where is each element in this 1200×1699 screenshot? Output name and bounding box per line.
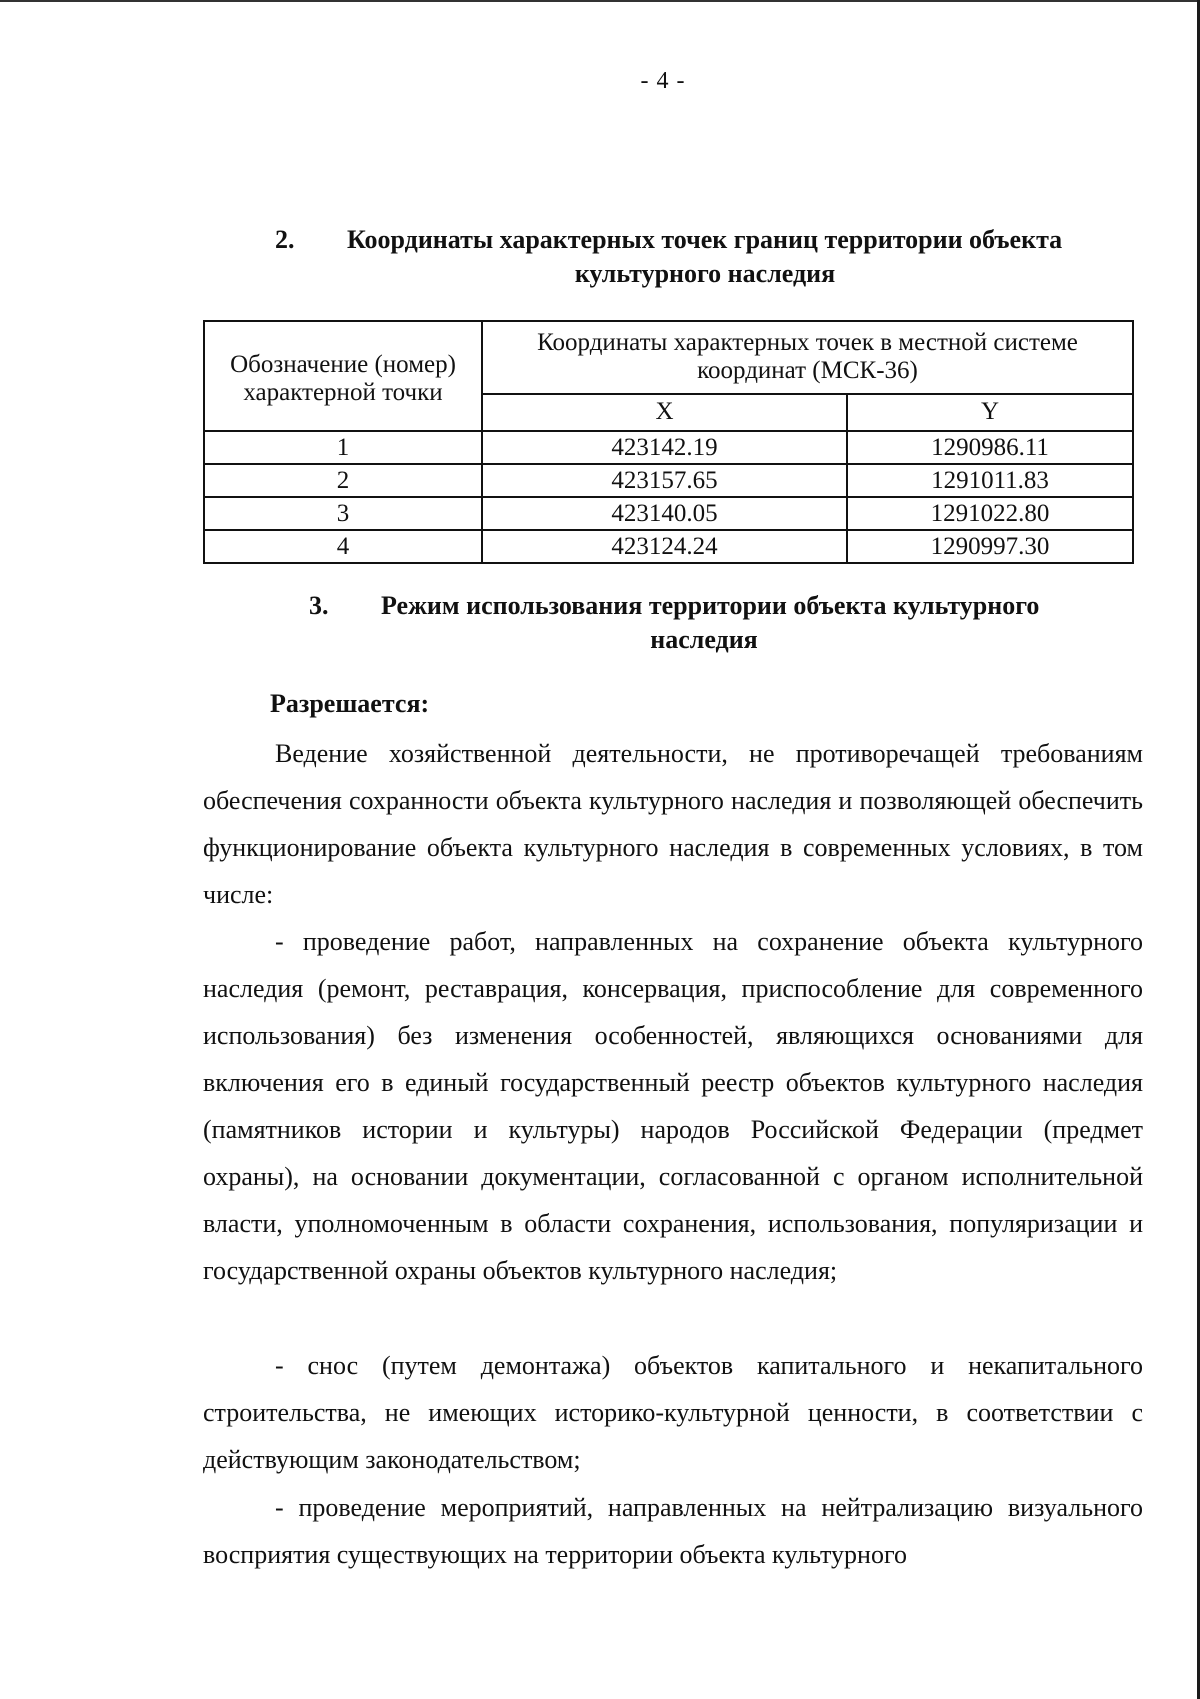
row-y: 1291022.80 (847, 497, 1133, 530)
table-row (204, 431, 1133, 464)
section-3-number: 3. (309, 591, 329, 620)
section-2-number: 2. (275, 225, 295, 254)
section-3-title-line1: Режим использования территории объекта культурного (381, 591, 1040, 620)
paragraph-2: - проведение работ, направленных на сохранение объекта культурного наследия (ремонт, реставрация, консервация, приспособление для современного использования) без изменения особенностей, являющихся основаниями для включения его в единый государственный реестр объектов культурного наследия (памятников истории и культуры) народов Российской Федерации (предмет охраны), на основании документации, согласованной с органом исполнительной власти, уполномоченным в области сохранения, использования, популяризации и государственной охраны объектов культурного наследия; (203, 927, 1143, 1285)
table-header-x: X (482, 394, 847, 431)
row-x: 423142.19 (482, 431, 847, 464)
row-y: 1290986.11 (847, 431, 1133, 464)
page-number: - 4 - (640, 68, 686, 94)
row-y: 1291011.83 (847, 464, 1133, 497)
paragraph-1: Ведение хозяйственной деятельности, не противоречащей требованиям обеспечения сохранности объекта культурного наследия и позволяющей обеспечить функционирование объекта культурного наследия в современных условиях, в том числе: (203, 739, 1143, 909)
table-row (204, 530, 1133, 563)
row-point: 1 (204, 431, 482, 464)
row-x: 423124.24 (482, 530, 847, 563)
scan-top-edge (0, 0, 1200, 2)
row-point: 3 (204, 497, 482, 530)
section-2-title-line1: Координаты характерных точек границ территории объекта (347, 225, 1063, 254)
row-x: 423157.65 (482, 464, 847, 497)
table-header-point: Обозначение (номер) характерной точки (204, 321, 482, 431)
table-row (204, 464, 1133, 497)
section-3-title-line2: наследия (650, 625, 758, 654)
row-point: 4 (204, 530, 482, 563)
section-3-heading (309, 589, 1099, 659)
table-header-y: Y (847, 394, 1133, 431)
row-y: 1290997.30 (847, 530, 1133, 563)
table-header-coords: Координаты характерных точек в местной системе координат (МСК-36) (482, 321, 1133, 394)
row-point: 2 (204, 464, 482, 497)
allowed-label: Разрешается: (270, 689, 430, 718)
table-row (204, 497, 1133, 530)
row-x: 423140.05 (482, 497, 847, 530)
paragraph-4: - проведение мероприятий, направленных на нейтрализацию визуального восприятия существующих на территории объекта культурного (203, 1493, 1143, 1569)
section-2-heading (275, 223, 1135, 293)
paragraph-3: - снос (путем демонтажа) объектов капитального и некапитального строительства, не имеющих историко-культурной ценности, в соответствии с действующим законодательством; (203, 1351, 1143, 1474)
section-2-title-line2: культурного наследия (574, 259, 836, 288)
coordinates-table (203, 320, 1134, 564)
